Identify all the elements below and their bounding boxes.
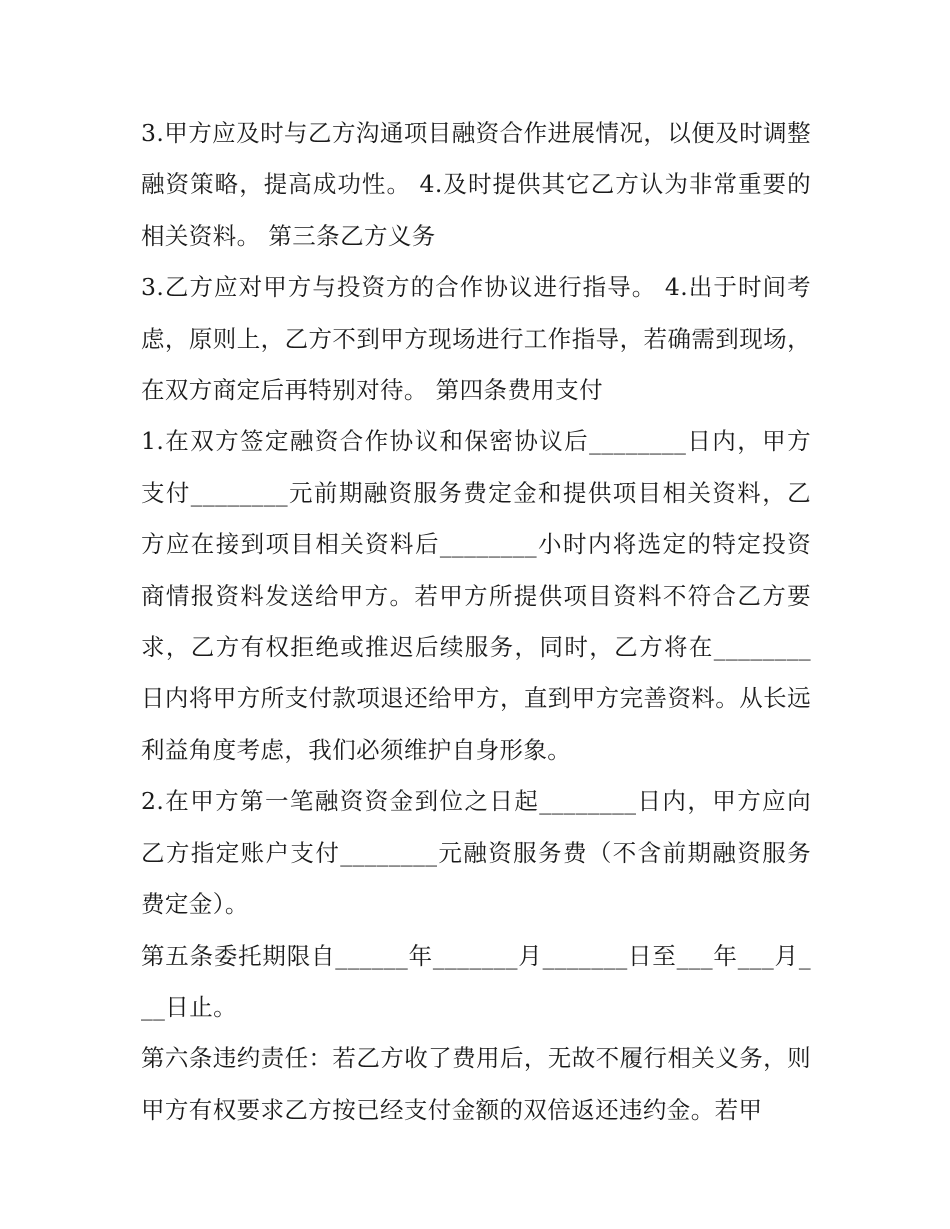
- paragraph-fee-payment-2: 2.在甲方第一笔融资资金到位之日起________日内，甲方应向乙方指定账户支付________元融资服务费（不含前期融资服务费定金）。: [141, 787, 811, 919]
- paragraph-entrustment-term: 第五条委托期限自______年_______月_______日至___年___月___日止。: [141, 941, 811, 1021]
- paragraph-party-a-obligations: 3.甲方应及时与乙方沟通项目融资合作进展情况，以便及时调整融资策略，提高成功性。 4.及时提供其它乙方认为非常重要的相关资料。 第三条乙方义务: [141, 119, 811, 250]
- document-body: [141, 108, 811, 1136]
- paragraph-fee-payment-1: 1.在双方签定融资合作协议和保密协议后________日内，甲方支付________元前期融资服务费定金和提供项目相关资料，乙方应在接到项目相关资料后________小时内将选定的特定投资商情报资料发送给甲方。若甲方所提供项目资料不符合乙方要求，乙方有权拒绝或推迟后续服务，同时，乙方将在________日内将甲方所支付款项退还给甲方，直到甲方完善资料。从长远利益角度考虑，我们必须维护自身形象。: [141, 427, 811, 764]
- paragraph-party-b-obligations: 3.乙方应对甲方与投资方的合作协议进行指导。 4.出于时间考虑，原则上，乙方不到甲方现场进行工作指导，若确需到现场，在双方商定后再特别对待。 第四条费用支付: [141, 273, 811, 405]
- paragraph-liability: 第六条违约责任：若乙方收了费用后，无故不履行相关义务，则甲方有权要求乙方按已经支付金额的双倍返还违约金。若甲: [141, 1044, 811, 1124]
